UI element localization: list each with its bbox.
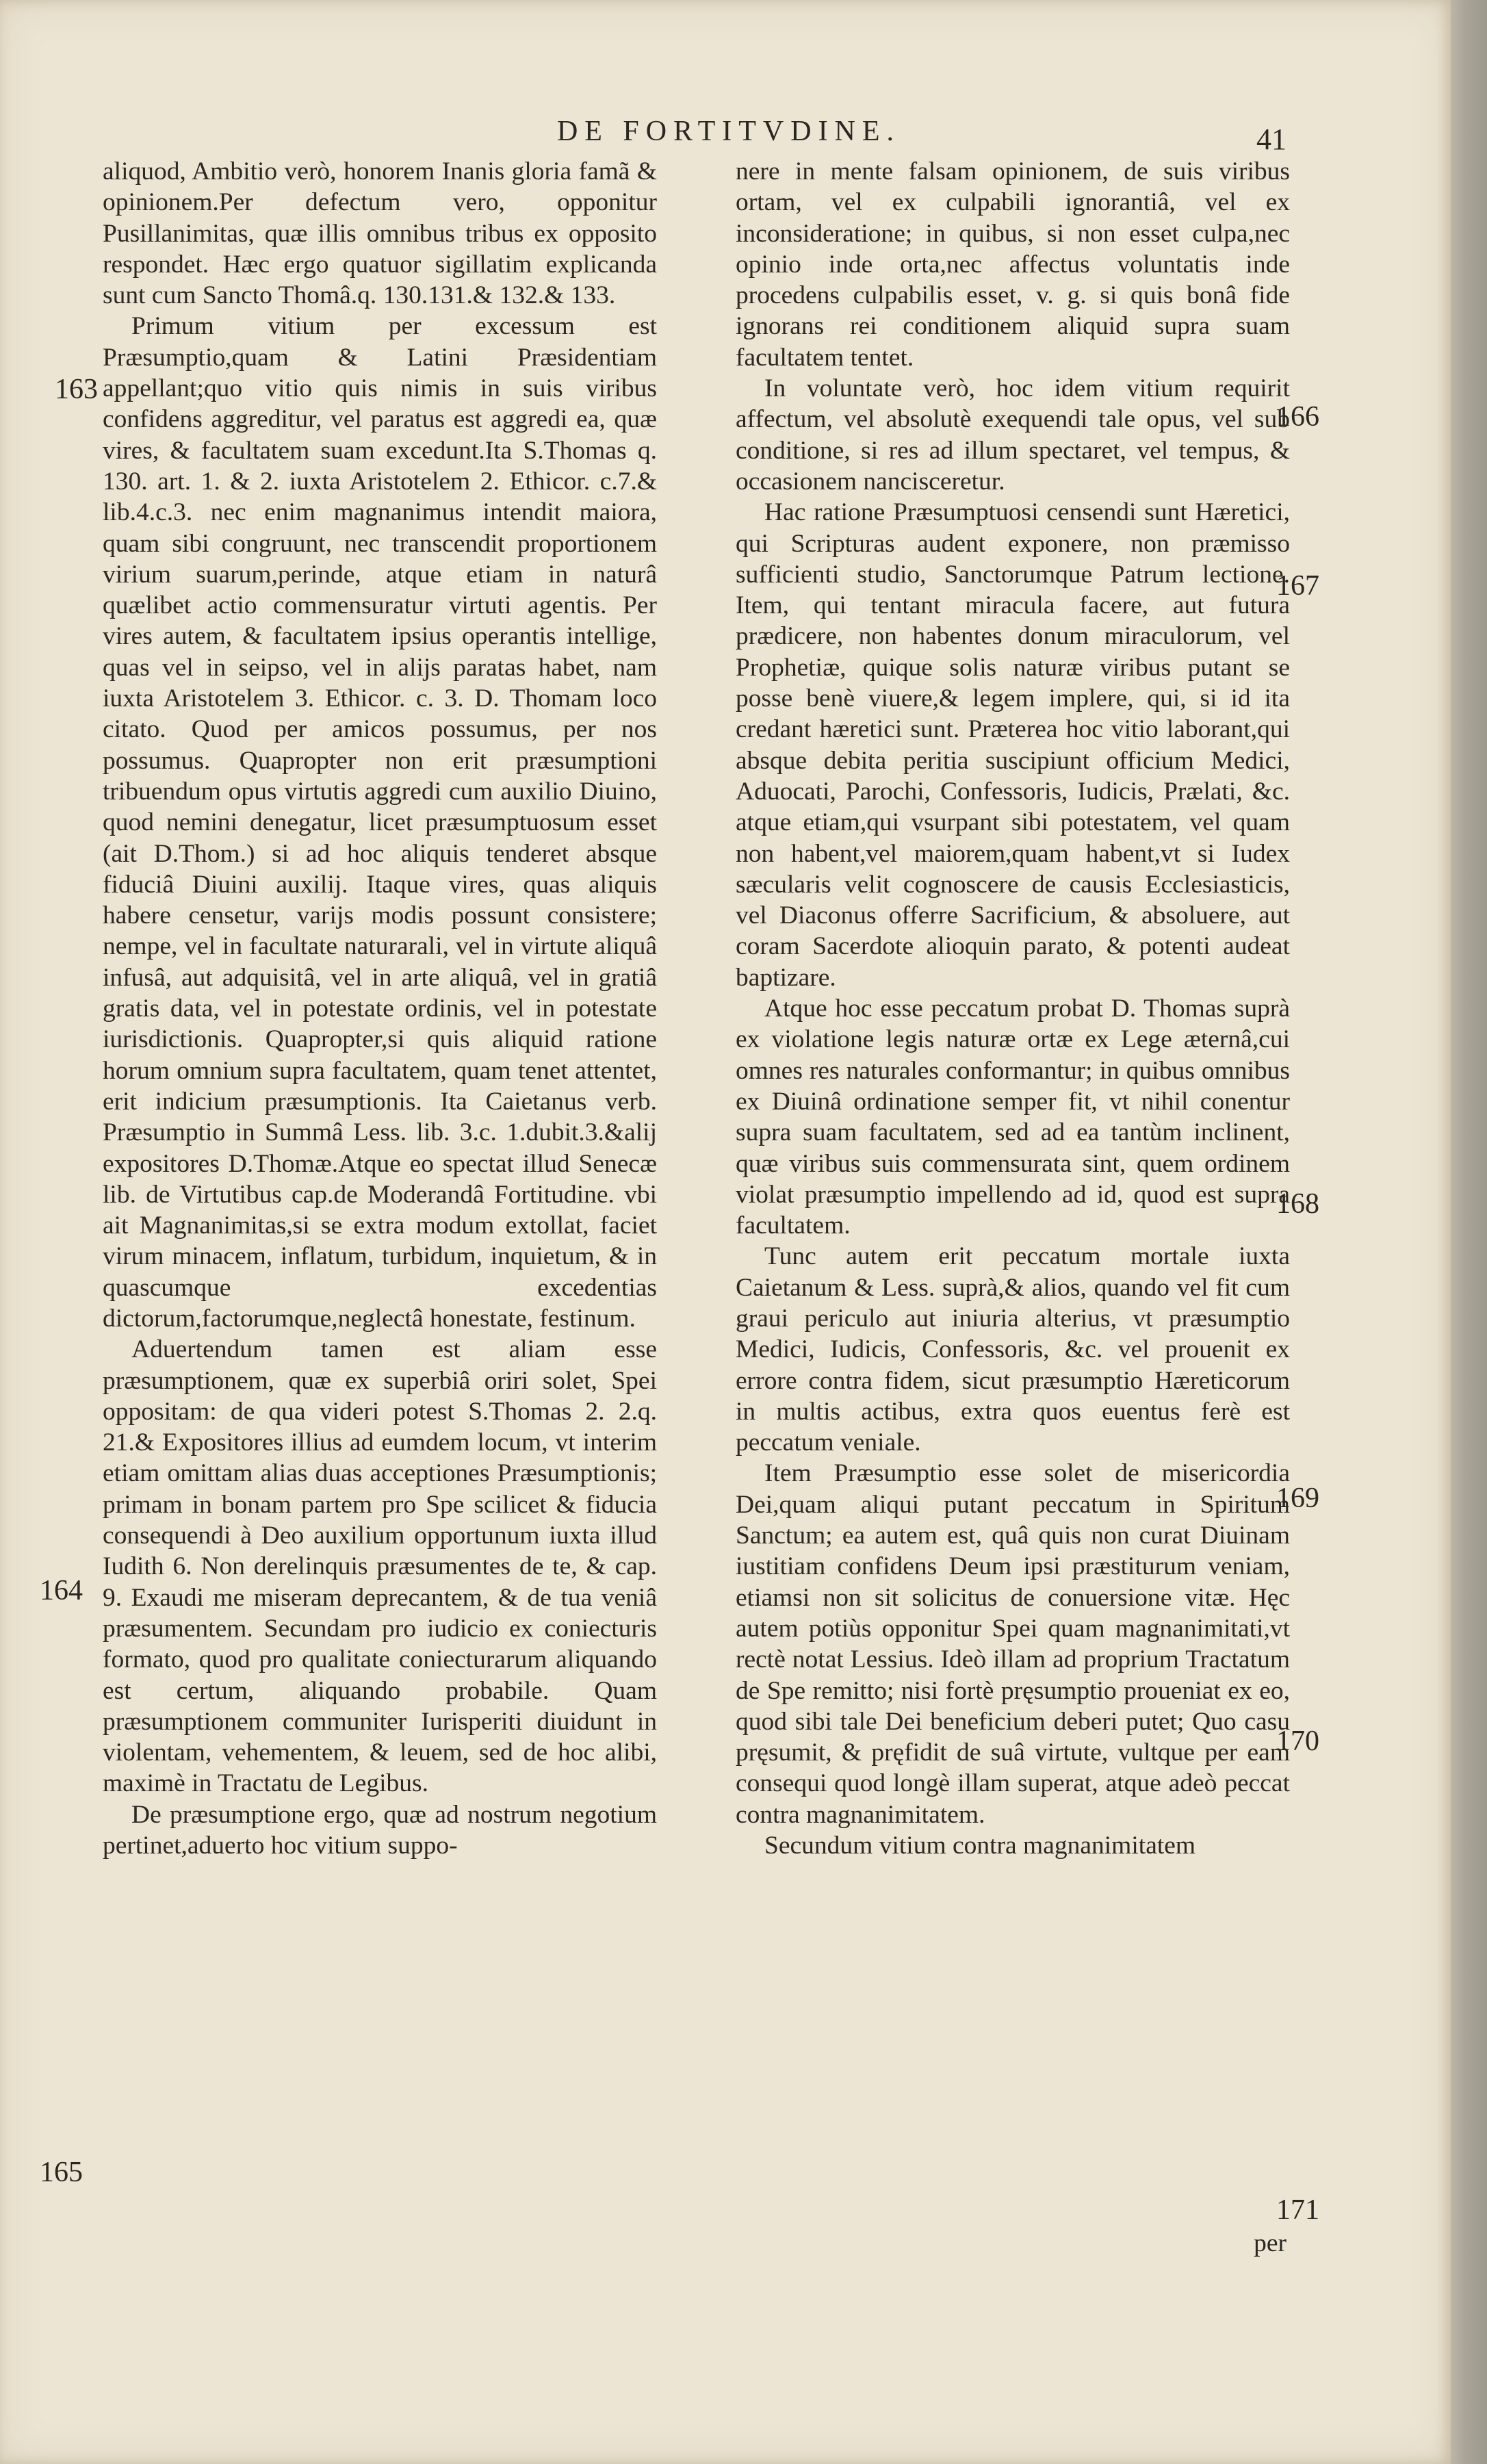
paragraph: Aduertendum tamen est aliam esse præsumptionem, quæ ex superbiâ oriri solet, Spei oppositam: de qua videri potest S.Thomas 2. 2.q. 21.& Expositores illius ad eumdem locum, vt interim etiam omittam alias duas acceptiones Præsumptionis; primam in bonam partem pro Spe scilicet & fiducia consequendi à Deo auxilium opportunum iuxta illud Iudith 6. Non derelinquis præsumentes de te, & cap. 9. Exaudi me miseram deprecantem, & de tua veniâ præsumentem. Secundam pro iudicio ex coniecturis formato, quod pro qualitate coniecturarum aliquando est certum, aliquando probabile. Quam præsumptionem communiter Iurisperiti diuidunt in violentam, vehementem, & leuem, sed de hoc alibi, maximè in Tractatu de Legibus.	[103, 1335, 657, 1798]
paragraph: Hac ratione Præsumptuosi censendi sunt Hæretici, qui Scripturas audent exponere, non præmisso sufficienti studio, Sanctorumque Patrum lectione. Item, qui tentant miracula facere, aut futura prædicere, non habentes donum miraculorum, vel Prophetiæ, quique solis naturæ viribus putant se posse benè viuere,& legem implere, qui, si id ita credant hæretici sunt. Præterea hoc vitio laborant,qui absque debita peritia suscipiunt officium Medici, Aduocati, Parochi, Confessoris, Iudicis, Prælati, &c. atque etiam,qui vsurpant sibi potestatem, vel quam non habent,vel maiorem,quam habent,vt si Iudex sæcularis velit cognoscere de causis Ecclesiasticis, vel Diaconus offerre Sacrificium, & absoluere, aut coram Sacerdote alioquin parato, & potenti audeat baptizare.	[736, 498, 1290, 992]
margin-number-164: 164	[40, 1575, 83, 1606]
margin-number-170: 170	[1276, 1725, 1319, 1757]
page-number: 41	[1256, 123, 1286, 156]
right-column	[736, 156, 1290, 1861]
margin-number-167: 167	[1276, 570, 1319, 602]
paragraph: aliquod, Ambitio verò, honorem Inanis gloria famã & opinionem.Per defectum vero, opponitur Pusillanimitas, quæ illis omnibus tribus ex opposito respondet. Hæc ergo quatuor sigillatim explicanda sunt cum Sancto Thomâ.q. 130.131.& 132.& 133.	[103, 157, 657, 310]
margin-number-171: 171	[1276, 2194, 1319, 2226]
page-edge	[1451, 0, 1487, 2464]
paragraph: Atque hoc esse peccatum probat D. Thomas suprà ex violatione legis naturæ ortæ ex Lege æternâ,cui omnes res naturales conformantur; in quibus omnibus ex Diuinâ ordinatione semper fit, vt nihil conentur supra suam facultatem, sed ad ea tantùm inclinent, quæ viribus suis commensurata sint, quem ordinem violat præsumptio impellendo ad id, quod est supra facultatem.	[736, 994, 1290, 1240]
margin-number-169: 169	[1276, 1483, 1319, 1514]
paragraph: Secundum vitium contra magnanimitatem	[764, 1832, 1196, 1860]
paragraph: Primum vitium per excessum est Præsumptio,quam & Latini Præsidentiam appellant;quo vitio quis nimis in suis viribus confidens aggreditur, vel paratus est aggredi ea, quæ vires, & facultatem suam excedunt.Ita S.Thomas q. 130. art. 1. & 2. iuxta Aristotelem 2. Ethicor. c.7.& lib.4.c.3. nec enim magnanimus intendit maiora, quam sibi congruunt, nec transcendit proportionem virium suarum,perinde, atque etiam in naturâ quælibet actio commensuratur virtuti agentis. Per vires autem, & facultatem ipsius operantis intellige, quas vel in seipso, vel in alijs paratas habet, nam iuxta Aristotelem 3. Ethicor. c. 3. D. Thomam loco citato. Quod per amicos possumus, per nos possumus. Quapropter non erit præsumptioni tribuendum opus virtutis aggredi cum auxilio Diuino, quod nemini denegatur, licet præsumptuosum esset (ait D.Thom.) si ad hoc aliquis tenderet absque fiduciâ Diuini auxilij. Itaque vires, quas aliquis habere censetur, varijs modis possunt consistere; nempe, vel in facultate naturarali, vel in virtute aliquâ infusâ, aut adquisitâ, vel in arte aliquâ, vel in gratiâ gratis data, vel in potestate ordinis, vel in potestate iurisdictionis. Quapropter,si quis aliquid ratione horum omnium supra facultatem, quam tenet attentet, erit indicium præsumptionis. Ita Caietanus verb. Præsumptio in Summâ Less. lib. 3.c. 1.dubit.3.&alij expositores D.Thomæ.Atque eo spectat illud Senecæ lib. de Virtutibus cap.de Moderandâ Fortitudine. vbi ait Magnanimitas,si se extra modum extollat, faciet virum minacem, inflatum, turbidum, inquietum, & in quascumque excedentias dictorum,factorumque,neglectâ honestate, festinum.	[103, 312, 657, 1333]
paragraph: nere in mente falsam opinionem, de suis viribus ortam, vel ex culpabili ignorantiâ, vel ex inconsideratione; in quibus, si non esset culpa,nec opinio inde orta,nec affectus voluntatis inde procedens culpabilis esset, v. g. si quis bonâ fide ignorans rei conditionem aliquid supra suam facultatem tentet.	[736, 157, 1290, 372]
margin-number-163: 163	[55, 374, 98, 405]
margin-number-166: 166	[1276, 401, 1319, 433]
paragraph: De præsumptione ergo, quæ ad nostrum negotium pertinet,aduerto hoc vitium suppo-	[103, 1800, 657, 1860]
margin-number-165: 165	[40, 2157, 83, 2188]
paragraph: Item Præsumptio esse solet de misericordia Dei,quam aliqui putant peccatum in Spiritum Sanctum; ea autem est, quâ quis non curat Diuinam iustitiam confidens Deum ipsi præstiturum veniam, etiamsi non sit solicitus de conuersione vitæ. Hęc autem potiùs opponitur Spei quam magnanimitati,vt rectè notat Lessius. Ideò illam ad proprium Tractatum de Spe remitto; nisi fortè pręsumptio proueniat ex eo, quod sibi tale Dei beneficium deberi putet; Quo casu pręsumit, & pręfidit de suâ virtute, vultque per eam consequi quod longè illam superat, atque adeò peccat contra magnanimitatem.	[736, 1459, 1290, 1829]
paragraph: Tunc autem erit peccatum mortale iuxta Caietanum & Less. suprà,& alios, quando vel fit cum graui periculo aut iniuria alterius, vt præsumptio Medici, Iudicis, Confessoris, &c. vel prouenit ex errore contra fidem, sicut præsumptio Hæreticorum in multis actibus, extra quos euentus ferè est peccatum veniale.	[736, 1242, 1290, 1457]
running-head: DE FORTITVDINE.	[556, 116, 901, 147]
paragraph: In voluntate verò, hoc idem vitium requirit affectum, vel absolutè exequendi tale opus, vel sub conditione, si res ad illum spectaret, vel tempus, & occasionem nancisceretur.	[736, 374, 1290, 496]
left-column	[103, 156, 657, 1861]
catchword: per	[1254, 2229, 1286, 2257]
margin-number-168: 168	[1276, 1188, 1319, 1220]
